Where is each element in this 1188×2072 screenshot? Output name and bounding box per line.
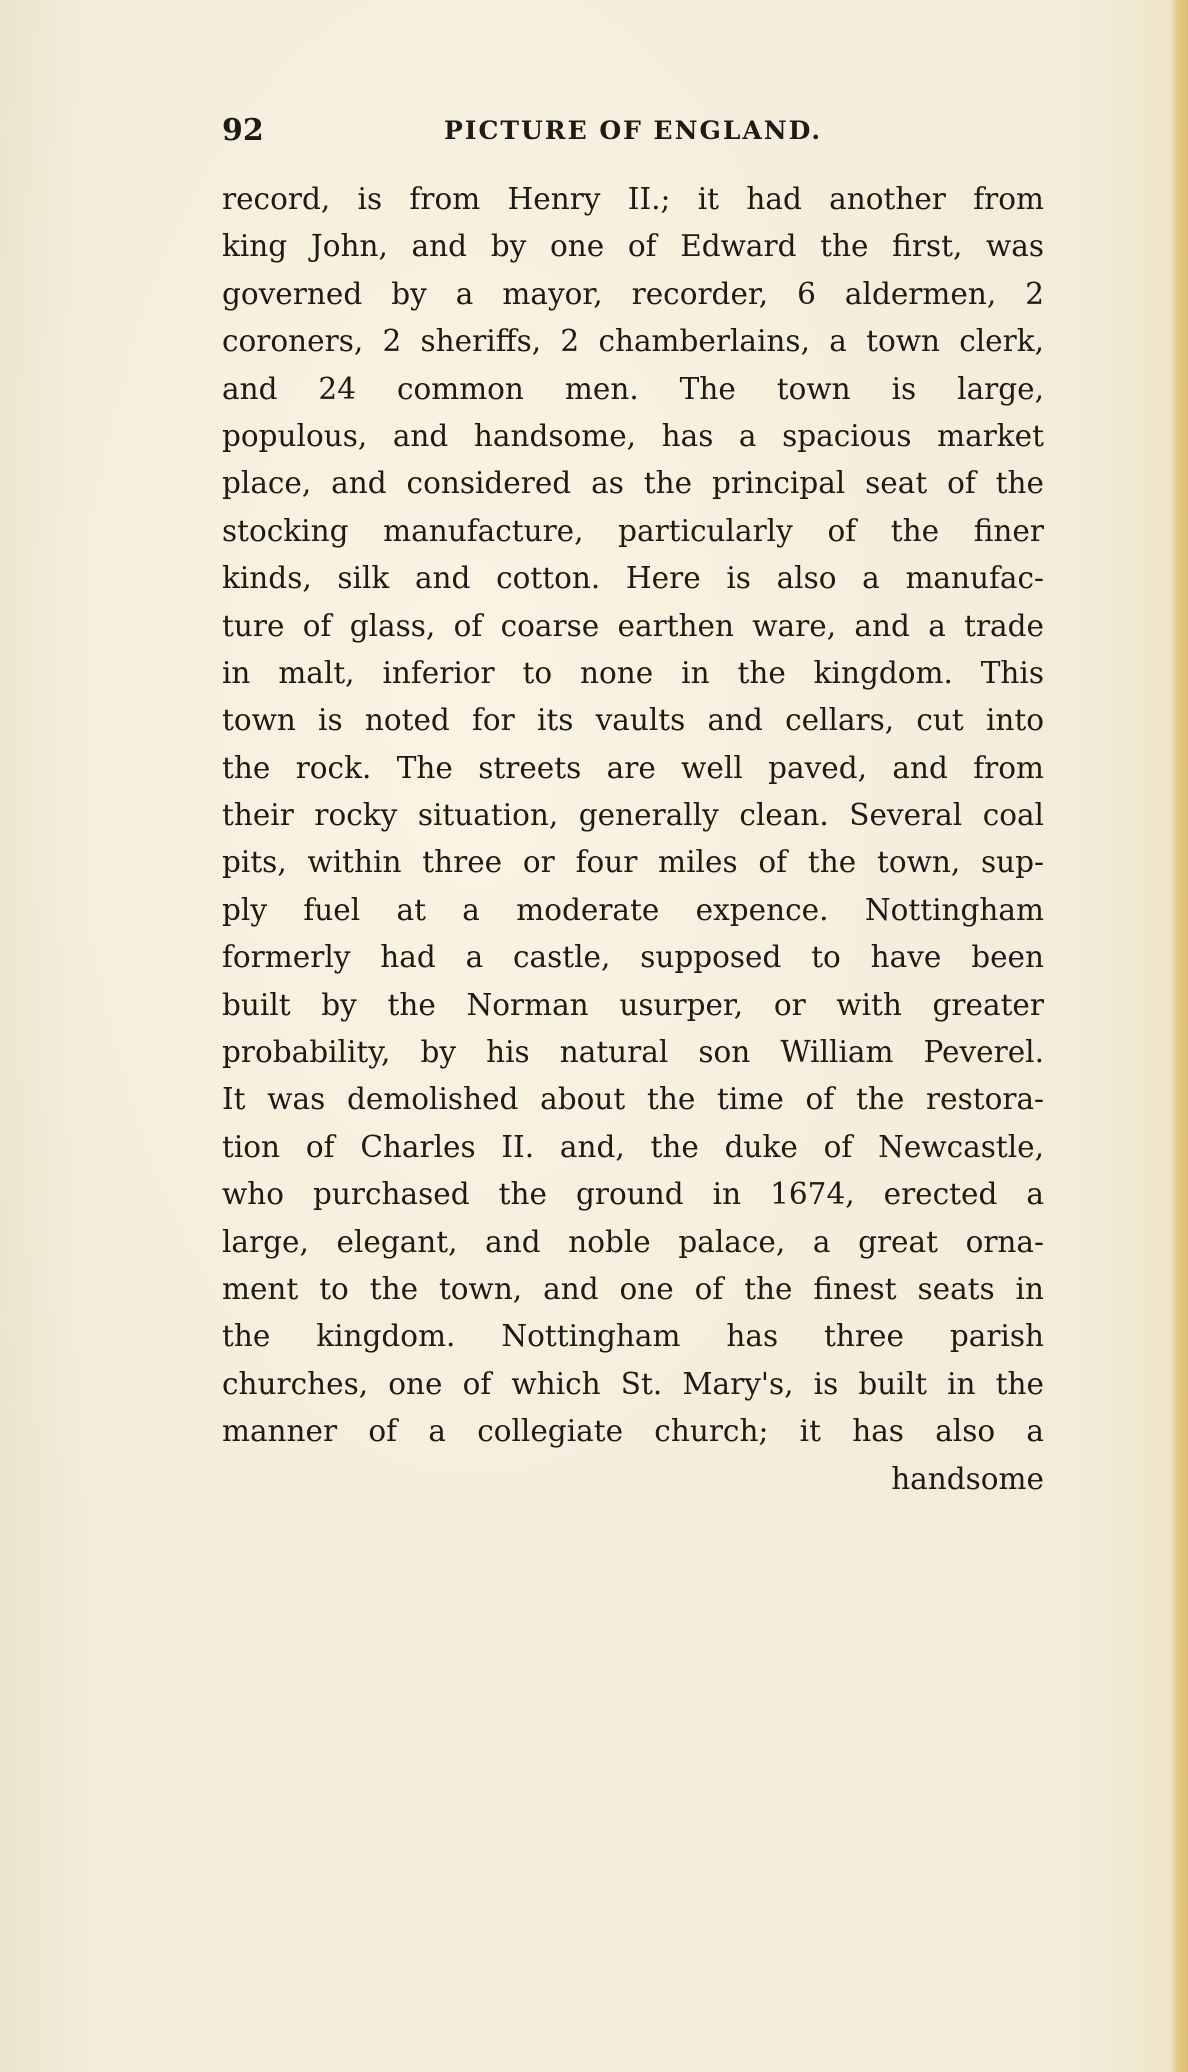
page-edge xyxy=(1170,0,1188,2072)
text-line: kinds, silk and cotton. Here is also a manufac- xyxy=(222,561,1044,596)
text-line: coroners, 2 sheriffs, 2 chamberlains, a town clerk, xyxy=(222,324,1044,359)
text-line: churches, one of which St. Mary's, is built in the xyxy=(222,1366,1044,1401)
text-line: place, and considered as the principal seat of the xyxy=(222,466,1044,501)
catchword: handsome xyxy=(891,1461,1044,1496)
text-line: tion of Charles II. and, the duke of Newcastle, xyxy=(222,1129,1044,1164)
text-line: ment to the town, and one of the finest seats in xyxy=(222,1271,1044,1306)
running-head: PICTURE OF ENGLAND. xyxy=(444,116,823,145)
page-header xyxy=(222,108,872,154)
text-line: probability, by his natural son William Peverel. xyxy=(222,1035,1044,1070)
text-line: in malt, inferior to none in the kingdom. This xyxy=(222,655,1044,690)
text-line: large, elegant, and noble palace, a great orna- xyxy=(222,1224,1044,1259)
text-line: their rocky situation, generally clean. Several coal xyxy=(222,798,1044,833)
text-line: populous, and handsome, has a spacious market xyxy=(222,418,1044,453)
text-line: the rock. The streets are well paved, and from xyxy=(222,750,1044,785)
text-line: king John, and by one of Edward the first, was xyxy=(222,229,1044,264)
text-line: ply fuel at a moderate expence. Nottingham xyxy=(222,892,1044,927)
page-number: 92 xyxy=(222,113,264,148)
text-line: governed by a mayor, recorder, 6 aldermen, 2 xyxy=(222,276,1044,311)
text-line: and 24 common men. The town is large, xyxy=(222,371,1044,406)
text-line: who purchased the ground in 1674, erected a xyxy=(222,1177,1044,1212)
text-line: It was demolished about the time of the restora- xyxy=(222,1082,1044,1117)
text-line: record, is from Henry II.; it had another from xyxy=(222,182,1044,216)
text-line: the kingdom. Nottingham has three parish xyxy=(222,1319,1044,1354)
text-line: built by the Norman usurper, or with greater xyxy=(222,987,1044,1022)
text-line: town is noted for its vaults and cellars, cut into xyxy=(222,703,1044,738)
text-line: ture of glass, of coarse earthen ware, and a trade xyxy=(222,608,1044,643)
text-line: formerly had a castle, supposed to have been xyxy=(222,940,1044,975)
body-text xyxy=(222,176,1044,1503)
text-line: stocking manufacture, particularly of the finer xyxy=(222,513,1044,548)
text-line: pits, within three or four miles of the town, sup- xyxy=(222,845,1044,880)
text-line: manner of a collegiate church; it has also a xyxy=(222,1414,1044,1449)
